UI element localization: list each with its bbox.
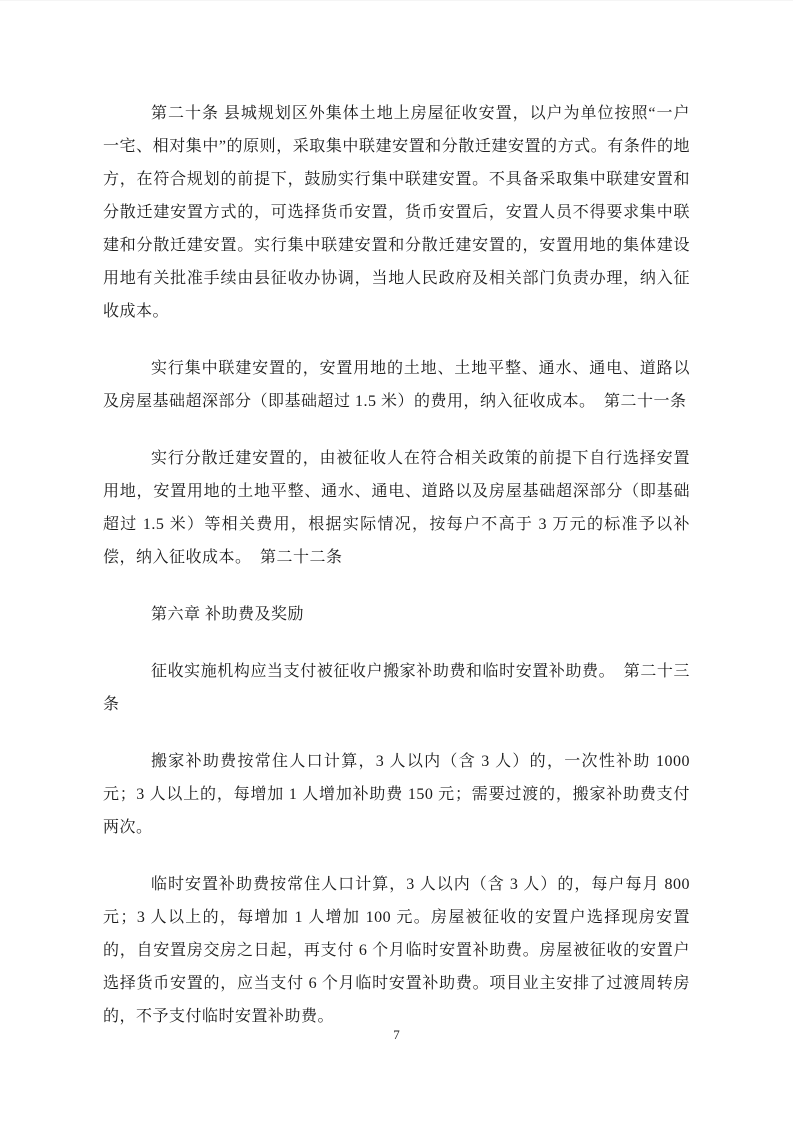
chapter-heading: 第六章 补助费及奖励 <box>151 606 305 623</box>
paragraph-article-23: 征收实施机构应当支付被征收户搬家补助费和临时安置补助费。 第二十三条 <box>103 663 690 713</box>
document-body <box>103 97 690 1033</box>
paragraph-article-22: 实行分散迁建安置的，由被征收人在符合相关政策的前提下自行选择安置用地，安置用地的土地平整、通水、通电、道路以及房屋基础超深部分（即基础超过 1.5 米）等相关费用，根据实际情况，按每户不高于 3 万元的标准予以补偿，纳入征收成本。 第二十二条 <box>103 450 690 566</box>
document-page <box>0 1 793 1123</box>
page-footer <box>0 1026 793 1044</box>
paragraph-article-21: 实行集中联建安置的，安置用地的土地、土地平整、通水、通电、道路以及房屋基础超深部分（即基础超过 1.5 米）的费用，纳入征收成本。 第二十一条 <box>103 360 690 410</box>
paragraph-article-20: 第二十条 县城规划区外集体土地上房屋征收安置，以户为单位按照“一户一宅、相对集中”的原则，采取集中联建安置和分散迁建安置的方式。有条件的地方，在符合规划的前提下，鼓励实行集中联建安置。不具备采取集中联建安置和分散迁建安置方式的，可选择货币安置，货币安置后，安置人员不得要求集中联建和分散迁建安置。实行集中联建安置和分散迁建安置的，安置用地的集体建设用地有关批准手续由县征收办协调，当地人民政府及相关部门负责办理，纳入征收成本。 <box>103 105 690 320</box>
page-number: 7 <box>393 1027 400 1042</box>
paragraph-temporary-resettlement-subsidy: 临时安置补助费按常住人口计算，3 人以内（含 3 人）的，每户每月 800 元；3 人以上的，每增加 1 人增加 100 元。房屋被征收的安置户选择现房安置的，自安置房交房之日起，再支付 6 个月临时安置补助费。房屋被征收的安置户选择货币安置的，应当支付 6 个月临时安置补助费。项目业主安排了过渡周转房的，不予支付临时安置补助费。 <box>103 876 690 1025</box>
paragraph-moving-subsidy: 搬家补助费按常住人口计算，3 人以内（含 3 人）的，一次性补助 1000 元；3 人以上的，每增加 1 人增加补助费 150 元；需要过渡的，搬家补助费支付两次。 <box>103 753 690 836</box>
